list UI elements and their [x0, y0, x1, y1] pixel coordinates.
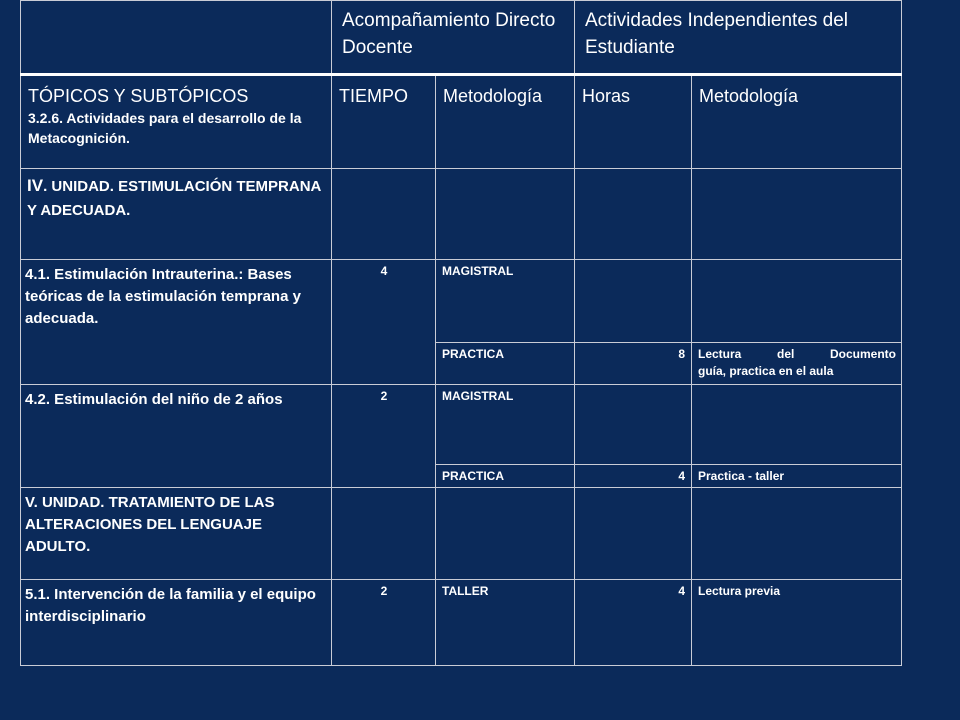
unit-v-title: V. UNIDAD. TRATAMIENTO DE LAS ALTERACIONES DEL LENGUAJE ADULTO. [21, 488, 332, 580]
unit-v-row [21, 488, 902, 580]
unit-iv-text: . UNIDAD. ESTIMULACIÓN TEMPRANA Y ADECUADA. [27, 178, 321, 219]
unit-iv-title [21, 169, 332, 260]
horas-4-1: 8 [575, 343, 692, 385]
topic-4-2: 4.2. Estimulación del niño de 2 años [21, 385, 332, 488]
empty-cell [436, 488, 575, 580]
empty-cell [692, 385, 902, 465]
unit-iv-prefix: IV [27, 176, 44, 195]
header-independientes: Actividades Independientes del Estudiante [575, 1, 902, 75]
topic-4-2-row [21, 385, 902, 465]
metodologia-estudiante-header: Metodología [692, 75, 902, 169]
metodologia-4-1-practica: PRACTICA [436, 343, 575, 385]
empty-cell [575, 169, 692, 260]
topic-4-1: 4.1. Estimulación Intrauterina.: Bases teóricas de la estimulación temprana y adecuada. [21, 260, 332, 385]
tiempo-4-1: 4 [332, 260, 436, 385]
header-acompanamiento: Acompañamiento Directo Docente [332, 1, 575, 75]
empty-cell [332, 169, 436, 260]
empty-cell [332, 488, 436, 580]
header-empty-cell [21, 1, 332, 75]
topic-5-1: 5.1. Intervención de la familia y el equipo interdisciplinario [21, 580, 332, 666]
empty-cell [575, 385, 692, 465]
metodologia-4-1-magistral: MAGISTRAL [436, 260, 575, 343]
header-row [21, 1, 902, 75]
topics-subtitle: 3.2.6. Actividades para el desarrollo de la Metacognición. [28, 110, 302, 146]
empty-cell [692, 260, 902, 343]
tiempo-header: TIEMPO [332, 75, 436, 169]
empty-cell [692, 169, 902, 260]
unit-iv-row [21, 169, 902, 260]
metodologia-4-2-magistral: MAGISTRAL [436, 385, 575, 465]
topic-5-1-row [21, 580, 902, 666]
horas-header: Horas [575, 75, 692, 169]
metodologia-5-1: TALLER [436, 580, 575, 666]
actividad-4-1-line1: Lectura del Documento [698, 347, 896, 361]
actividad-4-2: Practica - taller [692, 465, 902, 488]
topics-header [21, 75, 332, 169]
tiempo-4-2: 2 [332, 385, 436, 488]
empty-cell [436, 169, 575, 260]
empty-cell [575, 488, 692, 580]
column-header-row [21, 75, 902, 169]
horas-5-1: 4 [575, 580, 692, 666]
horas-4-2: 4 [575, 465, 692, 488]
topics-title: TÓPICOS Y SUBTÓPICOS [28, 86, 249, 106]
actividad-4-1-line2: guía, practica en el aula [698, 364, 834, 378]
tiempo-5-1: 2 [332, 580, 436, 666]
metodologia-4-2-practica: PRACTICA [436, 465, 575, 488]
actividad-5-1: Lectura previa [692, 580, 902, 666]
metodologia-docente-header: Metodología [436, 75, 575, 169]
actividad-4-1 [692, 343, 902, 385]
topic-4-1-row [21, 260, 902, 343]
schedule-table [20, 0, 902, 666]
empty-cell [692, 488, 902, 580]
empty-cell [575, 260, 692, 343]
